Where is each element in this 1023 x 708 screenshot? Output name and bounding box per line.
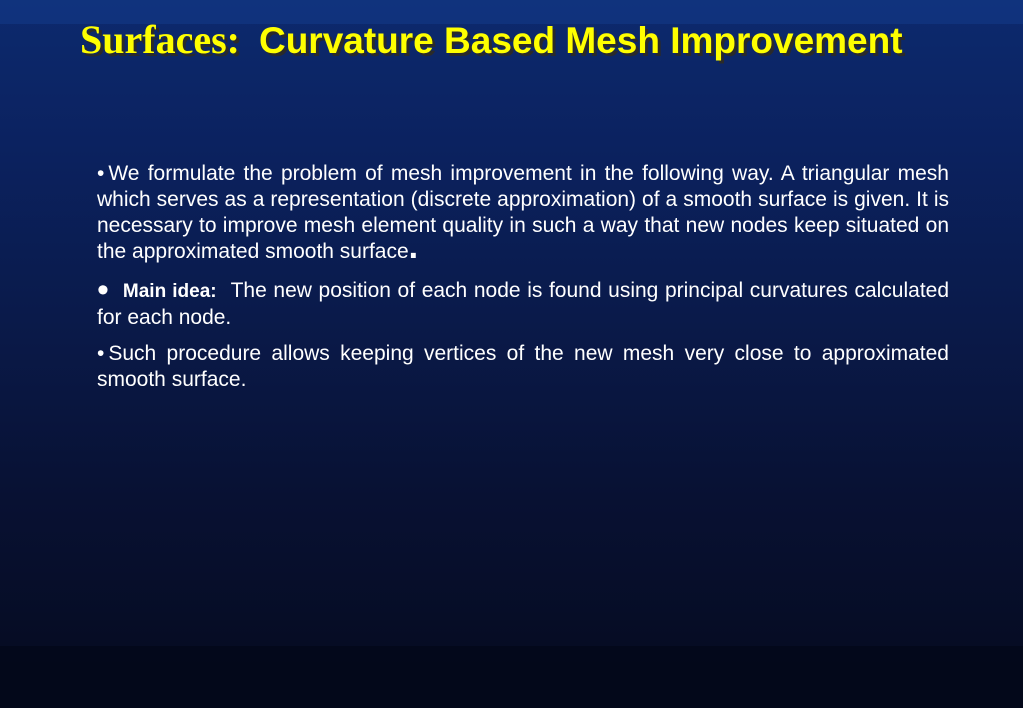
- paragraph-procedure: [97, 341, 949, 393]
- bullet-3: •: [97, 342, 105, 365]
- paragraph-2-text: The new position of each node is found using principal curvatures calculated for each node.: [97, 279, 950, 329]
- bullet-2: •: [97, 271, 109, 309]
- paragraph-main-idea: [97, 271, 950, 331]
- title-part-1: Surfaces:: [80, 17, 240, 62]
- bottom-band: [0, 646, 1023, 708]
- title-part-2: Curvature Based Mesh Improvement: [258, 20, 903, 61]
- main-idea-label: Main idea:: [122, 281, 217, 302]
- paragraph-1-end-mark: .: [408, 228, 419, 266]
- paragraph-formulation: [97, 161, 949, 265]
- bullet-1: •: [97, 162, 105, 185]
- paragraph-1-text: We formulate the problem of mesh improvement in the following way. A triangular mesh which serves as a representation (discrete approximation) of a smooth surface is given. It is necessary to improve mesh element quality in such a way that new nodes keep situated on the approximated smooth surface: [97, 162, 949, 263]
- paragraph-3-text: Such procedure allows keeping vertices of the new mesh very close to approximated smooth surface.: [97, 342, 949, 391]
- slide-body: [97, 161, 949, 393]
- slide-title: [80, 12, 980, 69]
